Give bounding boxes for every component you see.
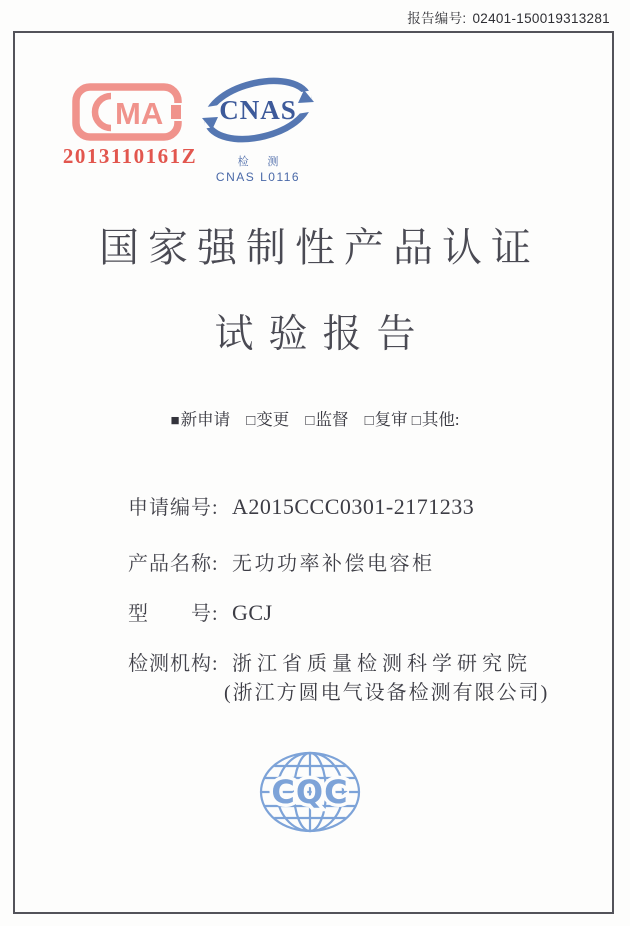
- field-label-product-name: 产品名称:: [128, 553, 219, 575]
- application-type-row: [0, 406, 630, 430]
- cma-logo-block: [60, 82, 200, 169]
- field-application-number: [128, 491, 474, 520]
- svg-text:CNAS: CNAS: [219, 95, 297, 125]
- field-value-product-name: 无功功率补偿电容柜: [232, 553, 435, 575]
- application-type-option: [305, 410, 348, 429]
- field-label-test-organization: 检测机构:: [128, 653, 219, 675]
- document-title: 国家强制性产品认证: [99, 225, 540, 270]
- svg-text:MA: MA: [115, 96, 164, 131]
- application-type-option: [412, 410, 460, 429]
- document-subtitle: 试验报告: [214, 313, 431, 356]
- report-number-line: [407, 7, 610, 27]
- application-type-option: [246, 410, 289, 429]
- field-value-test-organization: 浙江省质量检测科学研究院: [232, 653, 532, 675]
- option-label-supervision: 监督: [315, 410, 349, 429]
- field-test-organization: [128, 647, 532, 676]
- cqc-logo-block: [257, 750, 363, 834]
- field-value-application-number: A2015CCC0301-2171233: [232, 494, 475, 519]
- cnas-caption-chinese: 检 测: [237, 156, 287, 168]
- cnas-logo-icon: [201, 72, 315, 152]
- field-value-test-organization-line2: (浙江方圆电气设备检测有限公司): [224, 682, 550, 704]
- checkbox-new-application-checked: ■: [170, 413, 180, 429]
- application-type-option: [171, 410, 231, 429]
- report-number-label: 报告编号:: [407, 11, 467, 26]
- option-label-new-application: 新申请: [180, 410, 231, 429]
- checkbox-other: □: [411, 413, 421, 429]
- checkbox-supervision: □: [305, 413, 315, 429]
- cma-logo-icon: [71, 82, 189, 142]
- field-label-application-number: 申请编号:: [128, 497, 219, 519]
- application-type-option: [365, 410, 408, 429]
- option-label-other: 其他:: [421, 410, 460, 429]
- option-label-change: 变更: [256, 410, 290, 429]
- field-model: [128, 597, 273, 626]
- field-value-model: GCJ: [232, 600, 273, 625]
- cma-accreditation-number: 2013110161Z: [62, 144, 198, 168]
- svg-text:CQC: CQC: [271, 773, 349, 811]
- checkbox-change: □: [246, 413, 256, 429]
- option-label-review: 复审: [374, 410, 408, 429]
- field-product-name: [128, 547, 435, 576]
- field-label-model: 型 号:: [128, 603, 219, 625]
- cnas-logo-block: [198, 72, 318, 184]
- report-number-value: 02401-150019313281: [472, 11, 610, 26]
- checkbox-review: □: [364, 413, 374, 429]
- cqc-logo-icon: [258, 750, 362, 834]
- cnas-lab-code: CNAS L0116: [215, 170, 301, 184]
